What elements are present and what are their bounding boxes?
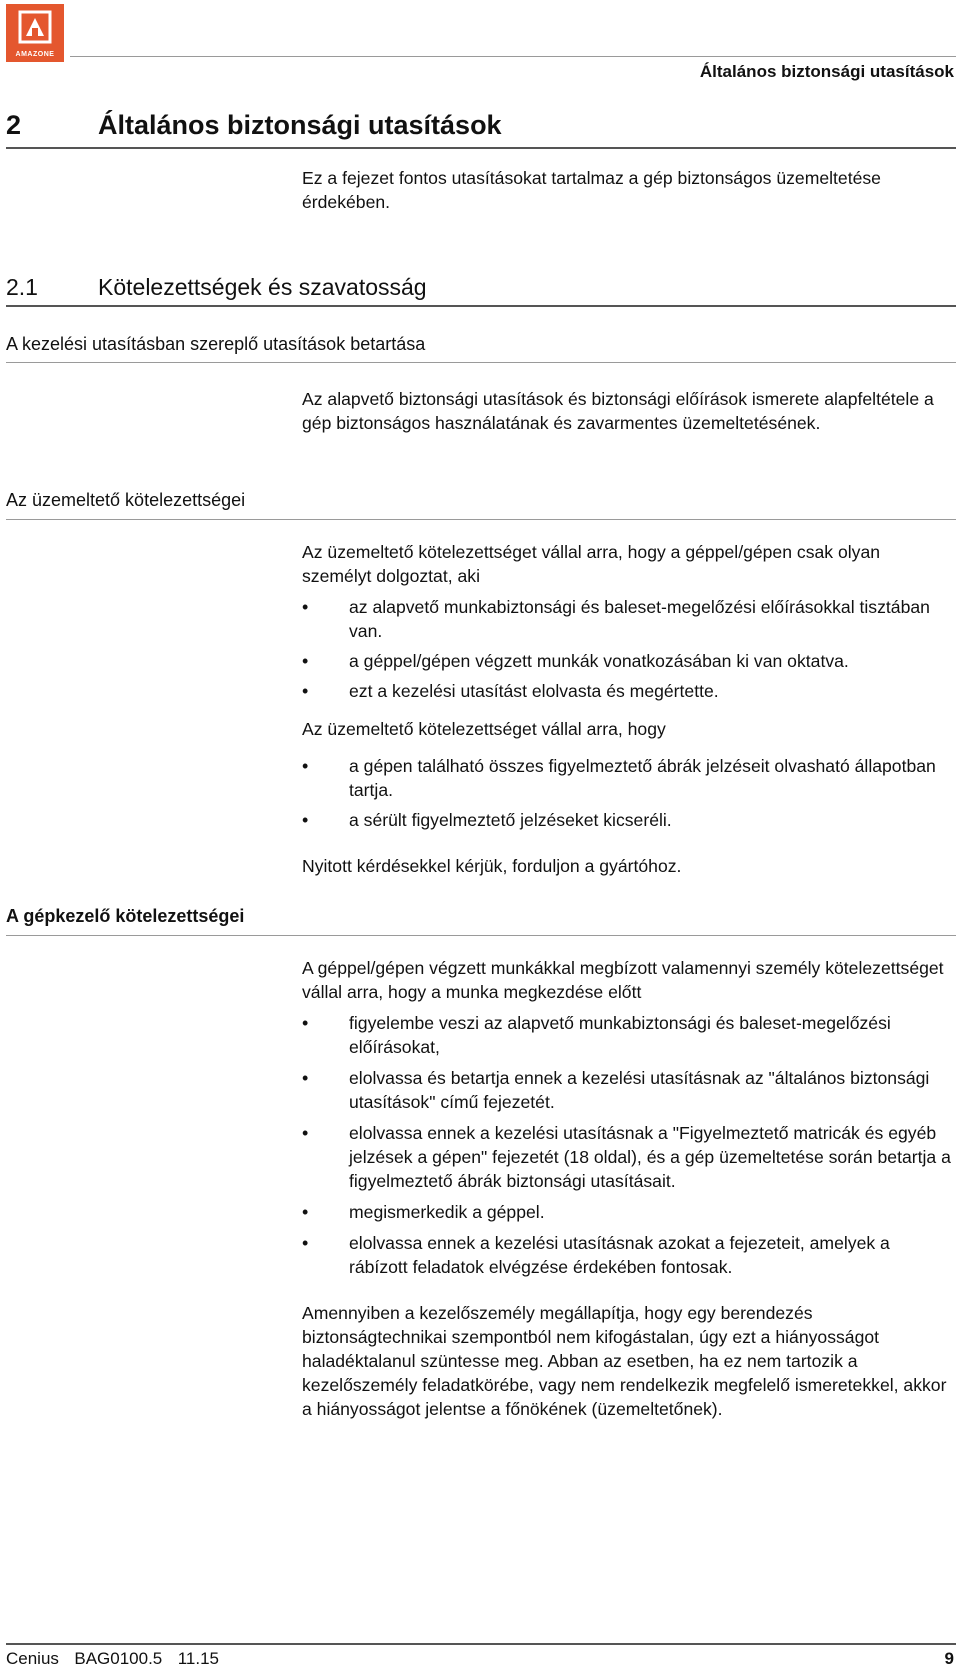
amazone-logo	[6, 4, 64, 62]
chapter-title: Általános biztonsági utasítások	[98, 110, 502, 140]
footer-rule	[6, 1643, 956, 1645]
chapter-rule	[6, 147, 956, 149]
chapter-intro	[302, 166, 952, 214]
operator-lead-1: Az üzemeltető kötelezettséget vállal arra, hogy a géppel/gépen csak olyan személyt dolgoztat, aki	[302, 542, 881, 586]
operator-rule	[6, 519, 956, 520]
instructions-rule	[6, 362, 956, 363]
operator-heading: Az üzemeltető kötelezettségei	[6, 490, 246, 510]
page-number: 9	[944, 1649, 954, 1668]
operator-bullets-1	[302, 595, 952, 703]
machine-operator-heading: A gépkezelő kötelezettségei	[6, 906, 245, 926]
list-item: • a sérült figyelmeztető jelzéseket kicseréli.	[302, 808, 952, 832]
list-item: • elolvassa és betartja ennek a kezelési utasításnak az "általános biztonsági utasítások" című fejezetét.	[302, 1066, 952, 1114]
list-item: • ezt a kezelési utasítást elolvasta és megértette.	[302, 679, 952, 703]
instructions-heading: A kezelési utasításban szereplő utasítások betartása	[6, 334, 426, 354]
operator-lead-2: Az üzemeltető kötelezettséget vállal arra, hogy	[302, 719, 666, 739]
instructions-text	[302, 387, 952, 435]
list-item: • elolvassa ennek a kezelési utasításnak azokat a fejezeteit, amelyek a rábízott feladatok elvégzése érdekében fontosak.	[302, 1231, 952, 1279]
machine-operator-rule	[6, 935, 956, 936]
section-title: Kötelezettségek és szavatosság	[98, 274, 427, 300]
header-rule	[70, 56, 956, 57]
logo-text: AMAZONE	[15, 51, 55, 58]
chapter-number: 2	[6, 110, 22, 140]
list-item: • megismerkedik a géppel.	[302, 1200, 952, 1224]
list-item: • elolvassa ennek a kezelési utasításnak a "Figyelmeztető matricák és egyéb jelzések a gépen" fejezetét (18 oldal), és a gép üzemeltetése során betartja a figyelmeztető ábrák biztonsági utasításait.	[302, 1121, 952, 1193]
list-item: • az alapvető munkabiztonsági és baleset-megelőzési előírásokkal tisztában van.	[302, 595, 952, 643]
machine-operator-bullets	[302, 1011, 952, 1279]
section-rule	[6, 305, 956, 307]
operator-closing: Nyitott kérdésekkel kérjük, forduljon a gyártóhoz.	[302, 856, 682, 876]
machine-operator-closing: Amennyiben a kezelőszemély megállapítja, hogy egy berendezés biztonságtechnikai szempontból nem kifogástalan, úgy ezt a hiányosságot haladéktalanul szüntesse meg. Abban az esetben, ha ez nem tartozik a kezelőszemély feladatkörébe, vagy nem rendelkezik megfelelő ismeretekkel, akkor a hiányosságot jelentse a főnökének (üzemeltetőnek).	[302, 1303, 947, 1419]
list-item: • a géppel/gépen végzett munkák vonatkozásában ki van oktatva.	[302, 649, 952, 673]
section-number: 2.1	[6, 274, 38, 300]
section-heading	[6, 274, 427, 301]
machine-operator-lead: A géppel/gépen végzett munkákkal megbízott valamennyi személy kötelezettséget vállal arra, hogy a munka megkezdése előtt	[302, 958, 944, 1002]
instructions-paragraph: Az alapvető biztonsági utasítások és biztonsági előírások ismerete alapfeltétele a gép biztonságos használatának és zavarmentes üzemeltetésének.	[302, 389, 934, 433]
chapter-intro-text: Ez a fejezet fontos utasításokat tartalmaz a gép biztonságos üzemeltetése érdekében.	[302, 168, 881, 212]
machine-operator-block	[302, 956, 952, 1421]
list-item: • figyelembe veszi az alapvető munkabiztonsági és baleset-megelőzési előírásokat,	[302, 1011, 952, 1059]
operator-bullets-2	[302, 754, 952, 832]
footer-doc-id: Cenius BAG0100.5 11.15	[6, 1649, 219, 1668]
list-item: • a gépen található összes figyelmeztető ábrák jelzéseit olvasható állapotban tartja.	[302, 754, 952, 802]
running-title: Általános biztonsági utasítások	[699, 62, 954, 81]
chapter-heading	[6, 110, 502, 141]
operator-block	[302, 540, 952, 878]
